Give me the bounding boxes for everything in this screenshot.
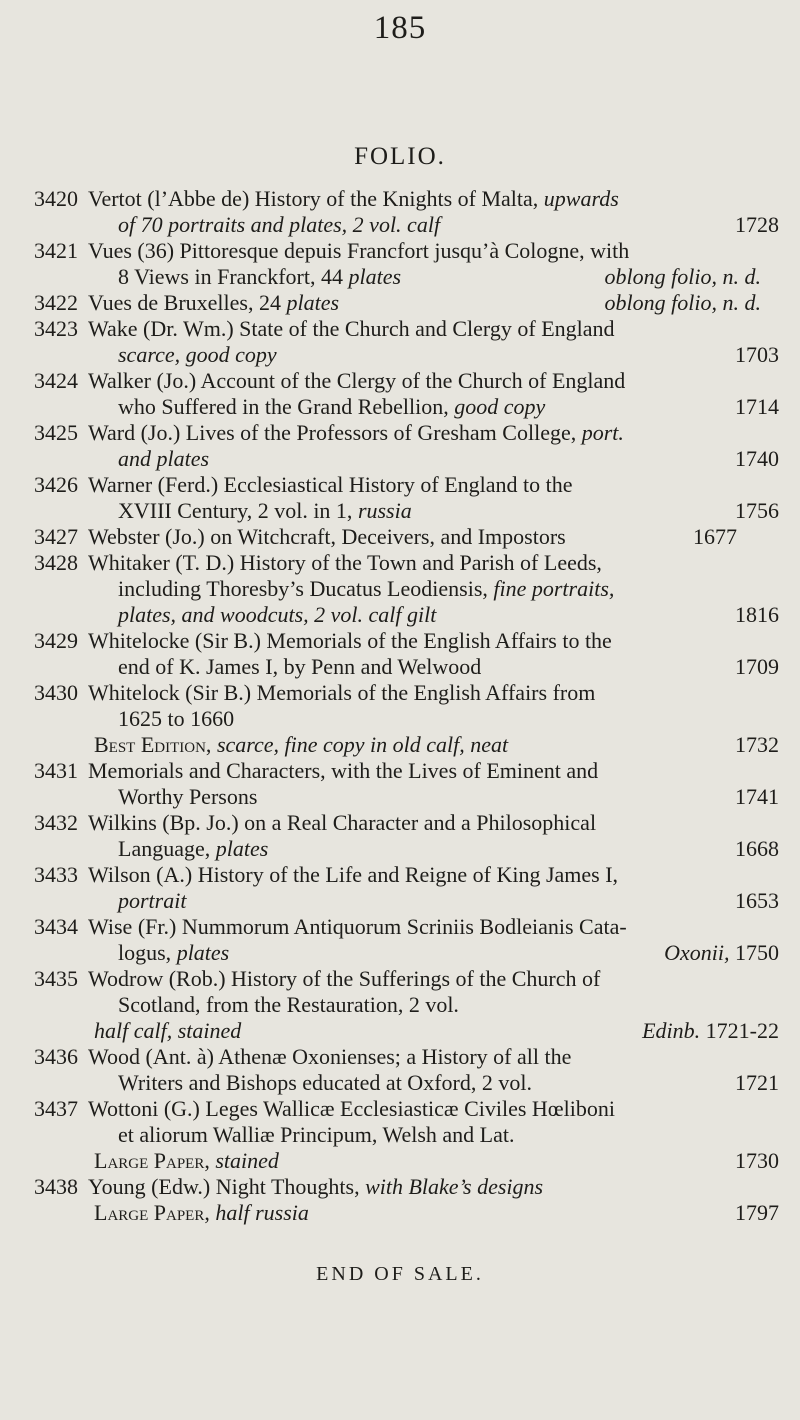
- lot-number: 3427: [34, 524, 78, 549]
- lot-description: Webster (Jo.) on Witchcraft, Deceivers, and Impostors: [88, 524, 566, 549]
- lot-number: 3435: [34, 966, 78, 991]
- lot-year: 1740: [735, 446, 779, 471]
- lot-number: 3424: [34, 368, 78, 393]
- lot-entry: [34, 238, 779, 290]
- lot-year: 1653: [735, 888, 779, 913]
- lot-description: Walker (Jo.) Account of the Clergy of the Church of England: [88, 368, 626, 393]
- lot-entry: [34, 1174, 779, 1226]
- section-title: FOLIO.: [354, 143, 446, 170]
- lot-description: Vues (36) Pittoresque depuis Francfort jusqu’à Cologne, with: [88, 238, 630, 263]
- lot-number: 3436: [34, 1044, 78, 1069]
- lot-description: Wise (Fr.) Nummorum Antiquorum Scriniis Bodleianis Cata-: [88, 914, 627, 939]
- lot-entry: [34, 472, 779, 524]
- lot-number: 3437: [34, 1096, 78, 1121]
- lot-number: 3432: [34, 810, 78, 835]
- lot-entry: [34, 914, 779, 966]
- lot-details: including Thoresby’s Ducatus Leodiensis, fine portraits,: [118, 576, 615, 601]
- lot-details: logus, plates: [118, 940, 230, 965]
- lot-details: 8 Views in Franckfort, 44 plates: [118, 264, 402, 289]
- lot-details: half calf, stained: [94, 1018, 242, 1043]
- lot-details: plates, and woodcuts, 2 vol. calf gilt: [118, 602, 437, 627]
- lot-entry: [34, 966, 779, 1044]
- lot-details: and plates: [118, 446, 210, 471]
- lot-number: 3422: [34, 290, 78, 315]
- lot-description: Wodrow (Rob.) History of the Sufferings of the Church of: [88, 966, 601, 991]
- lot-entry: [34, 368, 779, 420]
- lot-entry: [34, 1096, 779, 1174]
- lot-year: 1668: [735, 836, 779, 861]
- lot-entry: [34, 1044, 779, 1096]
- lot-imprint: Edinb. 1721-22: [642, 1018, 779, 1043]
- lot-description: Wilkins (Bp. Jo.) on a Real Character and a Philosophical: [88, 810, 597, 835]
- lot-details: Language, plates: [118, 836, 269, 861]
- lot-description: Wood (Ant. à) Athenæ Oxonienses; a History of all the: [88, 1044, 572, 1069]
- lot-details: Large Paper, stained: [94, 1148, 279, 1173]
- lot-year: 1714: [735, 394, 779, 419]
- lot-description: Young (Edw.) Night Thoughts, with Blake’s designs: [88, 1174, 544, 1199]
- lot-details: end of K. James I, by Penn and Welwood: [118, 654, 482, 679]
- lot-number: 3426: [34, 472, 78, 497]
- lot-number: 3420: [34, 186, 78, 211]
- lot-details: Writers and Bishops educated at Oxford, 2 vol.: [118, 1070, 532, 1095]
- lot-year: 1709: [735, 654, 779, 679]
- lot-details: Best Edition, scarce, fine copy in old calf, neat: [94, 732, 509, 757]
- lot-details: portrait: [118, 888, 187, 913]
- lot-entry: [34, 758, 779, 810]
- lot-year: 1756: [735, 498, 779, 523]
- lot-year: 1728: [735, 212, 779, 237]
- lot-description: Wake (Dr. Wm.) State of the Church and Clergy of England: [88, 316, 615, 341]
- lot-entry: [34, 420, 779, 472]
- lot-details: of 70 portraits and plates, 2 vol. calf: [118, 212, 441, 237]
- lot-description: Wottoni (G.) Leges Wallicæ Ecclesiasticæ Civiles Hœliboni: [88, 1096, 616, 1121]
- lot-year: 1797: [735, 1200, 779, 1225]
- lot-details: Scotland, from the Restauration, 2 vol.: [118, 992, 459, 1017]
- lot-year: 1816: [735, 602, 779, 627]
- lot-number: 3434: [34, 914, 78, 939]
- lot-number: 3438: [34, 1174, 78, 1199]
- lot-details: Large Paper, half russia: [94, 1200, 309, 1225]
- lot-number: 3433: [34, 862, 78, 887]
- lot-description: Whitelocke (Sir B.) Memorials of the English Affairs to the: [88, 628, 612, 653]
- lot-year: 1721: [735, 1070, 779, 1095]
- lot-year: 1732: [735, 732, 779, 757]
- lot-entry: [34, 316, 779, 368]
- lot-entry: [34, 524, 779, 550]
- lot-details: who Suffered in the Grand Rebellion, good copy: [118, 394, 546, 419]
- lot-description: Whitelock (Sir B.) Memorials of the English Affairs from: [88, 680, 596, 705]
- lot-entry: [34, 810, 779, 862]
- lot-entry: [34, 186, 779, 238]
- lot-year: 1703: [735, 342, 779, 367]
- lot-imprint: Oxonii, 1750: [664, 940, 779, 965]
- lot-description: Vertot (l’Abbe de) History of the Knights of Malta, upwards: [88, 186, 619, 211]
- lot-number: 3425: [34, 420, 78, 445]
- lot-description: Wilson (A.) History of the Life and Reigne of King James I,: [88, 862, 619, 887]
- lot-entry: [34, 290, 779, 316]
- lot-entry: [34, 680, 779, 758]
- lot-details: XVIII Century, 2 vol. in 1, russia: [118, 498, 412, 523]
- lot-number: 3421: [34, 238, 78, 263]
- lot-year: 1677: [693, 524, 737, 549]
- lot-year: 1730: [735, 1148, 779, 1173]
- lot-description: Warner (Ferd.) Ecclesiastical History of England to the: [88, 472, 573, 497]
- page-number: 185: [373, 10, 427, 46]
- lot-number: 3423: [34, 316, 78, 341]
- lot-description: Ward (Jo.) Lives of the Professors of Gresham College, port.: [88, 420, 624, 445]
- lot-description: Memorials and Characters, with the Lives of Eminent and: [88, 758, 599, 783]
- lot-description: Vues de Bruxelles, 24 plates: [88, 290, 340, 315]
- lot-number: 3428: [34, 550, 78, 575]
- lot-number: 3431: [34, 758, 78, 783]
- lot-details: scarce, good copy: [118, 342, 277, 367]
- lot-year: 1741: [735, 784, 779, 809]
- lot-details: 1625 to 1660: [118, 706, 235, 731]
- lot-description: Whitaker (T. D.) History of the Town and Parish of Leeds,: [88, 550, 602, 575]
- end-of-sale-footer: END OF SALE.: [316, 1263, 484, 1285]
- lot-number: 3429: [34, 628, 78, 653]
- lot-details: et aliorum Walliæ Principum, Welsh and Lat.: [118, 1122, 515, 1147]
- lot-entry: [34, 550, 779, 628]
- lot-entry: [34, 862, 779, 914]
- lot-details: Worthy Persons: [118, 784, 258, 809]
- lot-format: oblong folio, n. d.: [604, 290, 761, 315]
- lot-entry: [34, 628, 779, 680]
- lot-number: 3430: [34, 680, 78, 705]
- lot-format: oblong folio, n. d.: [604, 264, 761, 289]
